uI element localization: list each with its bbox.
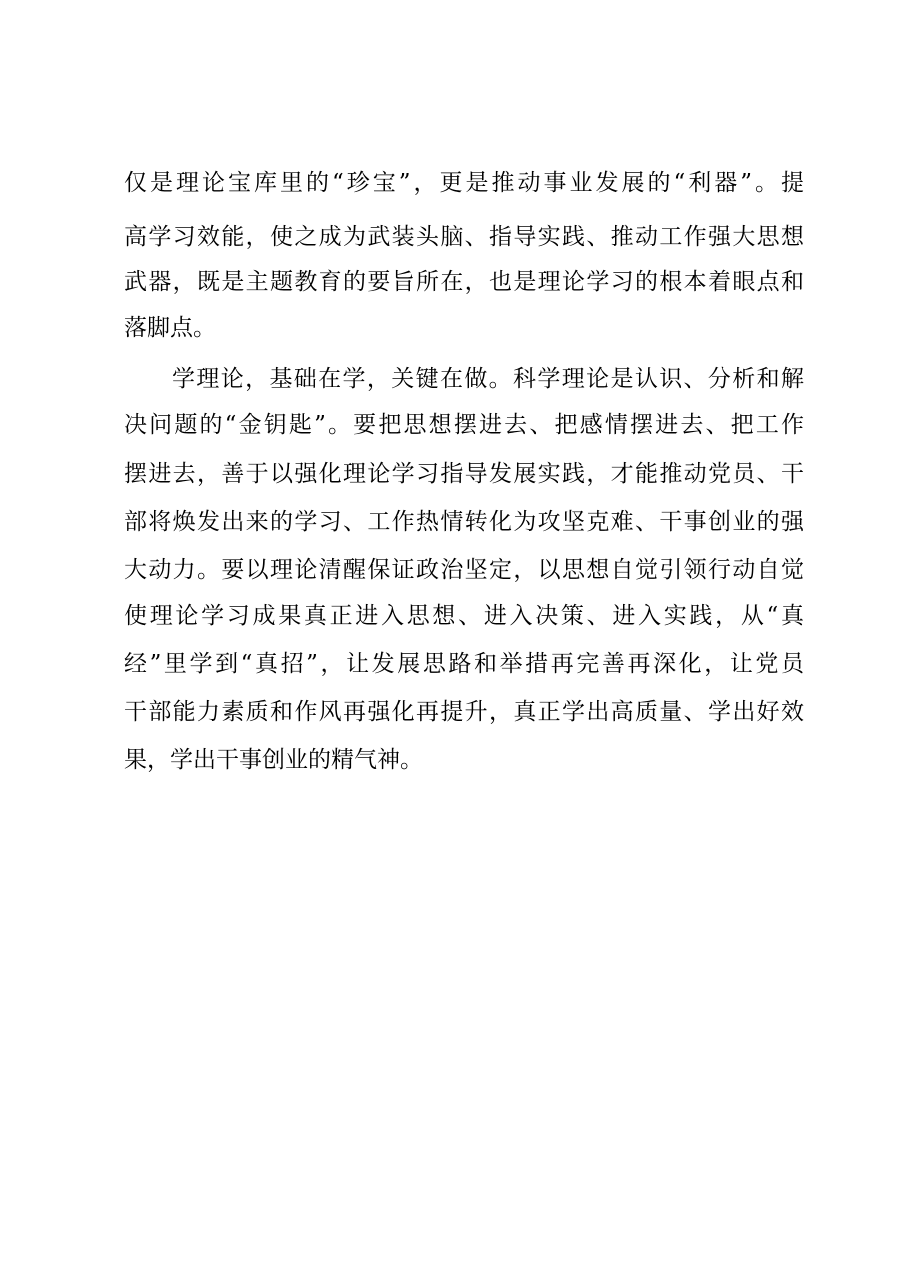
text-line: 大动力。要以理论清醒保证政治坚定，以思想自觉引领行动自觉	[124, 557, 804, 583]
text-line: 果，学出干事创业的精气神。	[124, 747, 423, 773]
text-line: 干部能力素质和作风再强化再提升，真正学出高质量、学出好效	[124, 699, 804, 725]
text-line: 摆进去，善于以强化理论学习指导发展实践，才能推动党员、干	[124, 461, 804, 487]
text-line: 部将焕发出来的学习、工作热情转化为攻坚克难、干事创业的强	[124, 509, 804, 535]
text-line: 使理论学习成果真正进入思想、进入决策、进入实践，从“真	[124, 603, 804, 629]
text-line: 武器，既是主题教育的要旨所在，也是理论学习的根本着眼点和	[124, 269, 804, 295]
text-line: 学理论，基础在学，关键在做。科学理论是认识、分析和解	[172, 366, 804, 392]
text-line: 决问题的“金钥匙”。要把思想摆进去、把感情摆进去、把工作	[124, 412, 804, 438]
text-line: 仅是理论宝库里的“珍宝”，更是推动事业发展的“利器”。提	[124, 170, 804, 196]
text-line: 经”里学到“真招”，让发展思路和举措再完善再深化，让党员	[124, 651, 804, 677]
text-line: 落脚点。	[124, 315, 216, 341]
text-line: 高学习效能，使之成为武装头脑、指导实践、推动工作强大思想	[124, 224, 804, 250]
